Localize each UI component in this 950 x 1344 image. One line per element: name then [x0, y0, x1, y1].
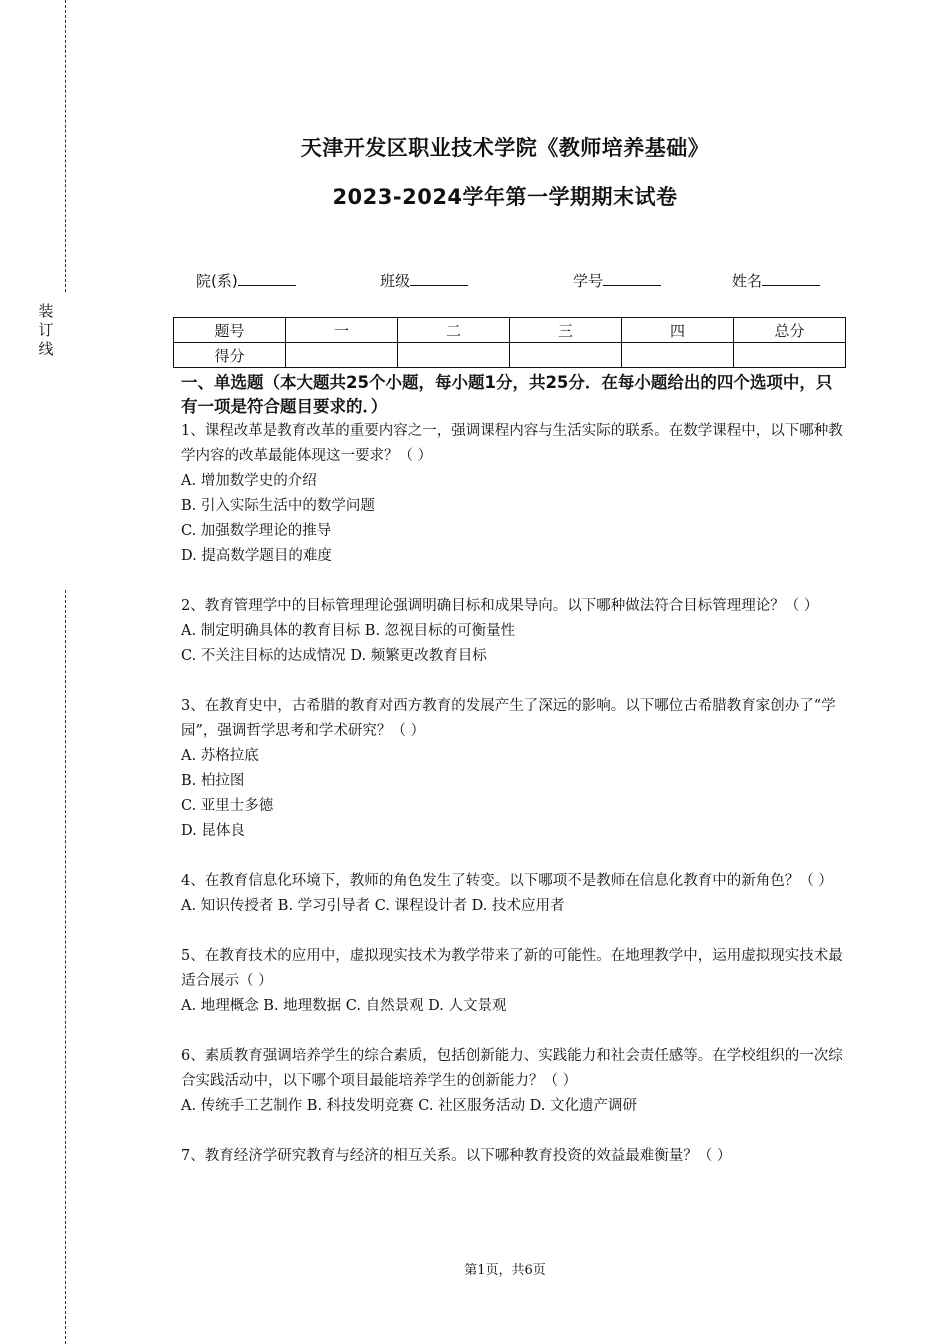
question-option: A. 制定明确具体的教育目标 B. 忽视目标的可衡量性: [181, 623, 516, 639]
question-4: [181, 869, 847, 919]
question-stem: 4、在教育信息化环境下，教师的角色发生了转变。以下哪项不是教师在信息化教育中的新角色？（ ）: [181, 873, 833, 889]
question-6: [181, 1044, 847, 1119]
name-field[interactable]: [732, 270, 820, 291]
question-5: [181, 944, 847, 1019]
name-blank[interactable]: [762, 270, 820, 286]
student-id-blank[interactable]: [603, 270, 661, 286]
question-stem: 1、课程改革是教育改革的重要内容之一，强调课程内容与生活实际的联系。在数学课程中，以下哪种教学内容的改革最能体现这一要求？（ ）: [181, 423, 843, 464]
class-field[interactable]: [380, 270, 468, 291]
binding-dashed-line-bottom: [65, 590, 66, 1344]
binding-label: [36, 302, 56, 359]
question-option: C. 不关注目标的达成情况 D. 频繁更改教育目标: [181, 648, 487, 664]
question-7: [181, 1144, 847, 1169]
score-input-cell[interactable]: [286, 343, 398, 368]
student-info-row: [0, 270, 950, 292]
score-input-cell[interactable]: [734, 343, 846, 368]
question-option: C. 亚里士多德: [181, 798, 274, 814]
question-option: B. 引入实际生活中的数学问题: [181, 498, 375, 514]
question-option: D. 昆体良: [181, 823, 245, 839]
student-id-label: 学号: [573, 272, 604, 290]
question-option: A. 传统手工艺制作 B. 科技发明竞赛 C. 社区服务活动 D. 文化遗产调研: [181, 1098, 638, 1114]
question-option: A. 地理概念 B. 地理数据 C. 自然景观 D. 人文景观: [181, 998, 507, 1014]
exam-content: [181, 371, 847, 1194]
score-table-score-row: [174, 343, 846, 368]
score-input-cell[interactable]: [510, 343, 622, 368]
question-option: A. 增加数学史的介绍: [181, 473, 317, 489]
page-footer: 第1页，共6页: [464, 1263, 546, 1278]
department-blank[interactable]: [238, 270, 296, 286]
score-input-cell[interactable]: [398, 343, 510, 368]
score-cell: 一: [286, 318, 398, 343]
question-3: [181, 694, 847, 844]
exam-title-line1: 天津开发区职业技术学院《教师培养基础》: [300, 136, 710, 160]
department-label: 院(系): [196, 272, 238, 290]
binding-char: 订: [38, 321, 54, 339]
class-label: 班级: [380, 272, 411, 290]
score-cell: 题号: [174, 318, 286, 343]
question-1: [181, 419, 847, 569]
question-stem: 5、在教育技术的应用中，虚拟现实技术为教学带来了新的可能性。在地理教学中，运用虚拟现实技术最适合展示（ ）: [181, 948, 843, 989]
score-cell: 三: [510, 318, 622, 343]
score-input-cell[interactable]: [622, 343, 734, 368]
question-option: A. 知识传授者 B. 学习引导者 C. 课程设计者 D. 技术应用者: [181, 898, 565, 914]
question-stem: 7、教育经济学研究教育与经济的相互关系。以下哪种教育投资的效益最难衡量？（ ）: [181, 1148, 732, 1164]
score-cell: 二: [398, 318, 510, 343]
question-2: [181, 594, 847, 669]
student-id-field[interactable]: [573, 270, 661, 291]
score-cell: 四: [622, 318, 734, 343]
score-cell: 得分: [174, 343, 286, 368]
department-field[interactable]: [196, 270, 296, 291]
score-table-header-row: [174, 318, 846, 343]
score-table: [173, 317, 846, 368]
binding-char: 装: [38, 302, 54, 320]
question-stem: 2、教育管理学中的目标管理理论强调明确目标和成果导向。以下哪种做法符合目标管理理论？（ ）: [181, 598, 819, 614]
question-option: D. 提高数学题目的难度: [181, 548, 332, 564]
question-option: A. 苏格拉底: [181, 748, 259, 764]
question-option: C. 加强数学理论的推导: [181, 523, 332, 539]
binding-char: 线: [38, 340, 54, 358]
question-stem: 3、在教育史中，古希腊的教育对西方教育的发展产生了深远的影响。以下哪位古希腊教育家创办了“学园”，强调哲学思考和学术研究？（ ）: [181, 698, 836, 739]
score-cell: 总分: [734, 318, 846, 343]
exam-title-line2: 2023-2024学年第一学期期末试卷: [332, 185, 678, 209]
name-label: 姓名: [732, 272, 763, 290]
question-stem: 6、素质教育强调培养学生的综合素质，包括创新能力、实践能力和社会责任感等。在学校组织的一次综合实践活动中，以下哪个项目最能培养学生的创新能力？（ ）: [181, 1048, 843, 1089]
section-heading: 一、单选题（本大题共25个小题，每小题1分，共25分．在每小题给出的四个选项中，只有一项是符合题目要求的．）: [181, 373, 833, 416]
class-blank[interactable]: [410, 270, 468, 286]
question-option: B. 柏拉图: [181, 773, 245, 789]
